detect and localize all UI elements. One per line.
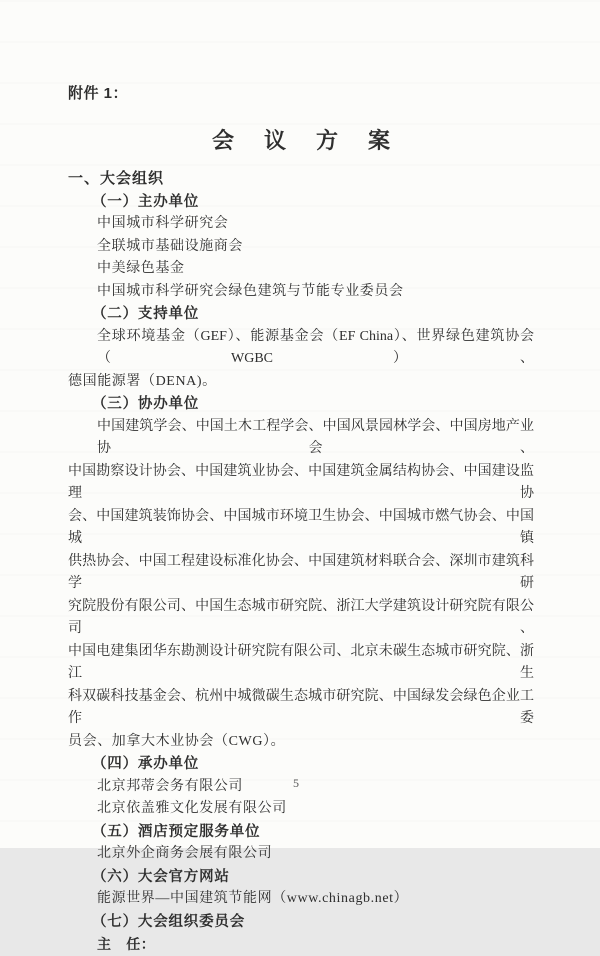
coorganizer-units-line: 会、中国建筑装饰协会、中国城市环境卫生协会、中国城市燃气协会、中国城镇 xyxy=(68,508,534,546)
coorganizer-units-line: 员会、加拿大木业协会（CWG）。 xyxy=(68,733,286,749)
subheading-official-website: （六）大会官方网站 xyxy=(92,868,230,885)
supporting-units-line: 德国能源署（DENA)。 xyxy=(68,373,217,389)
subheading-organizing-committee: （七）大会组织委员会 xyxy=(92,913,245,930)
subheading-organizer-units: （四）承办单位 xyxy=(92,756,200,772)
coorganizer-units-line: 究院股份有限公司、中国生态城市研究院、浙江大学建筑设计研究院有限公司、 xyxy=(68,598,534,636)
coorganizer-units-line: 中国电建集团华东勘测设计研究院有限公司、北京未碳生态城市研究院、浙江生 xyxy=(68,643,534,681)
host-unit-item: 中国城市科学研究会绿色建筑与节能专业委员会 xyxy=(97,283,404,299)
host-unit-item: 全联城市基础设施商会 xyxy=(97,238,243,254)
committee-chairman-label: 主 任： xyxy=(97,936,156,952)
section-heading-conference-organization: 一、大会组织 xyxy=(68,170,165,187)
subheading-coorganizer-units: （三）协办单位 xyxy=(92,396,200,412)
subheading-hotel-booking-unit: （五）酒店预定服务单位 xyxy=(92,823,261,840)
coorganizer-units-line: 供热协会、中国工程建设标准化协会、中国建筑材料联合会、深圳市建筑科学研 xyxy=(68,553,534,591)
coorganizer-units-line: 中国勘察设计协会、中国建筑业协会、中国建筑金属结构协会、中国建设监理协 xyxy=(68,463,534,501)
subheading-host-units: （一）主办单位 xyxy=(92,193,200,210)
host-unit-item: 中国城市科学研究会 xyxy=(97,216,229,231)
host-unit-item: 中美绿色基金 xyxy=(97,261,185,276)
organizer-unit-item: 北京依盖雅文化发展有限公司 xyxy=(97,801,287,816)
supporting-units-line: 全球环境基金（GEF）、能源基金会（EF China）、世界绿色建筑协会（WGBC）、 xyxy=(97,328,534,366)
organizer-unit-item: 北京邦蒂会务有限公司 xyxy=(97,778,243,794)
page-number: 5 xyxy=(293,776,299,790)
coorganizer-units-line: 科双碳科技基金会、杭州中城微碳生态城市研究院、中国绿发会绿色企业工作委 xyxy=(68,688,534,726)
attachment-label: 附件 1： xyxy=(68,85,129,102)
document-content xyxy=(68,82,534,956)
coorganizer-units-line: 中国建筑学会、中国土木工程学会、中国风景园林学会、中国房地产业协会、 xyxy=(97,418,534,456)
official-website-item: 能源世界—中国建筑节能网（www.chinagb.net） xyxy=(97,891,409,906)
hotel-booking-unit-item: 北京外企商务会展有限公司 xyxy=(97,846,273,861)
subheading-supporting-units: （二）支持单位 xyxy=(92,306,200,322)
document-title: 会议方案 xyxy=(211,128,420,153)
